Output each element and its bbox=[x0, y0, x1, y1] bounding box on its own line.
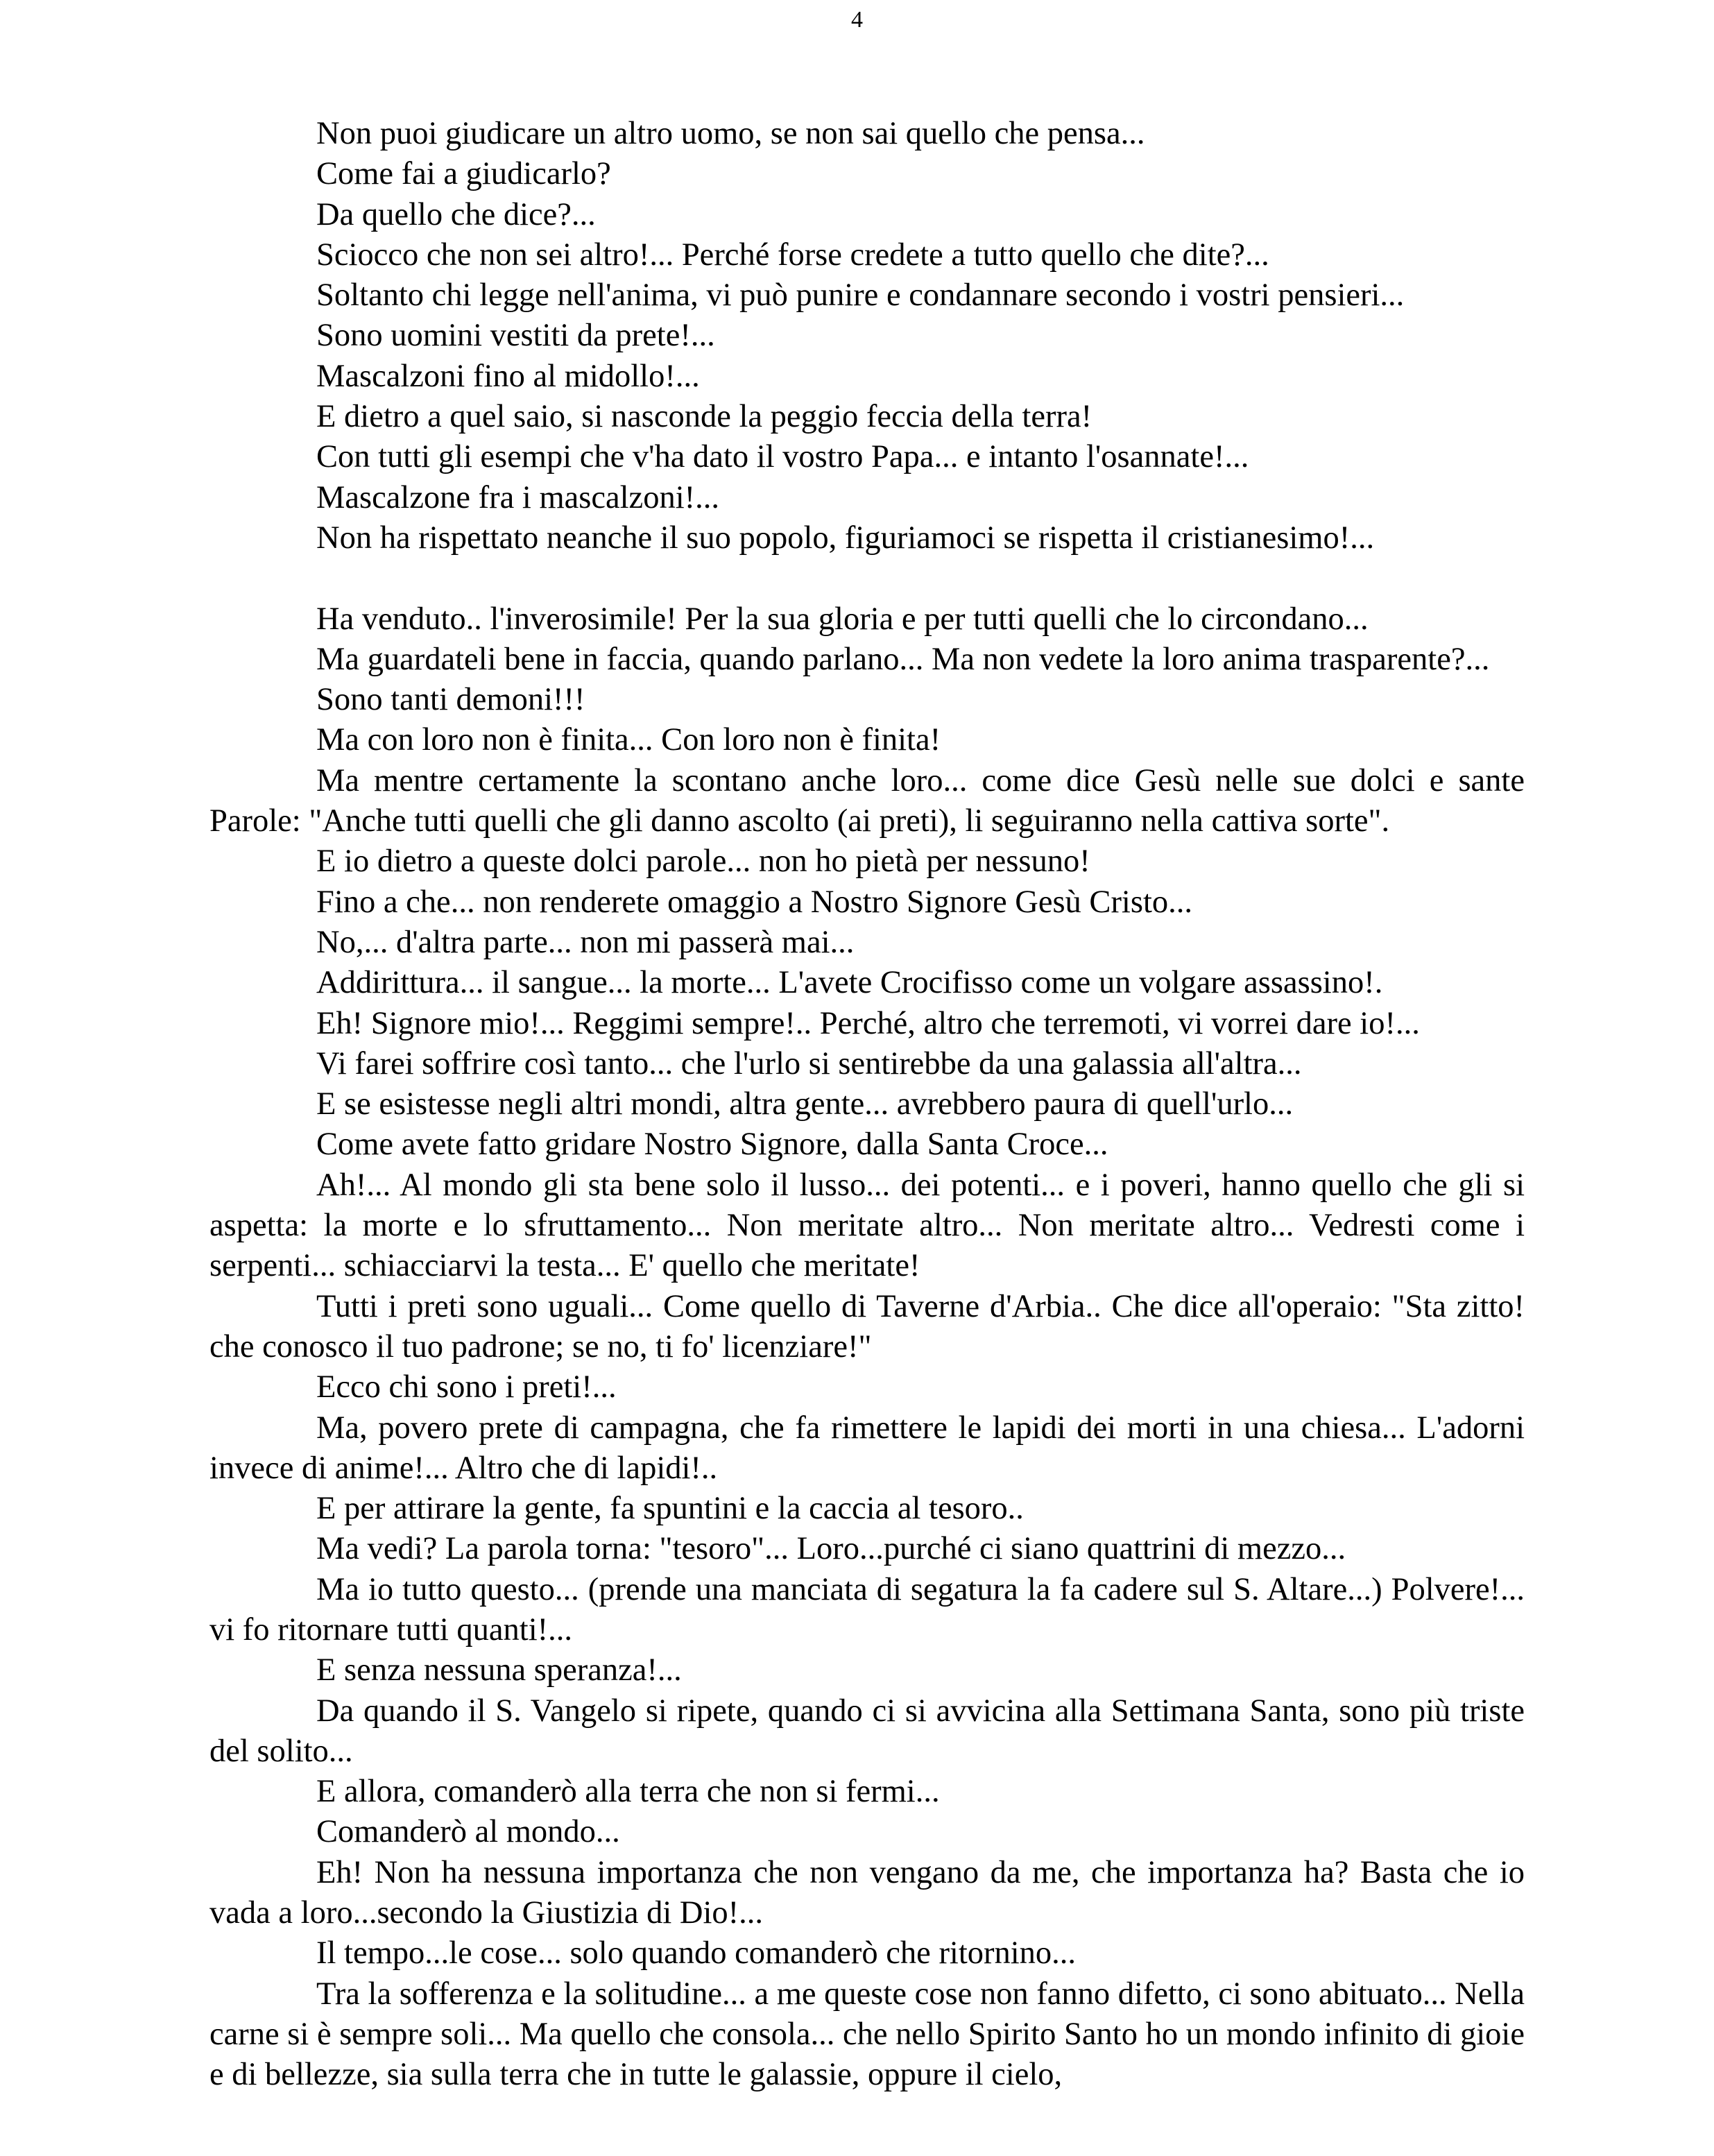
paragraph: Sono uomini vestiti da prete!... bbox=[316, 318, 715, 354]
paragraph: Mascalzone fra i mascalzoni!... bbox=[316, 479, 719, 515]
paragraph: Come fai a giudicarlo? bbox=[316, 156, 611, 192]
paragraph: E io dietro a queste dolci parole... non ho pietà per nessuno! bbox=[316, 844, 1090, 880]
paragraph: Da quando il S. Vangelo si ripete, quando ci si avvicina alla Settimana Santa, sono più triste del solito... bbox=[209, 1693, 1525, 1769]
paragraph: Ma guardateli bene in faccia, quando parlano... Ma non vedete la loro anima trasparente?... bbox=[316, 641, 1490, 677]
paragraph: Mascalzoni fino al midollo!... bbox=[316, 358, 700, 394]
paragraph: Vi farei soffrire così tanto... che l'urlo si sentirebbe da una galassia all'altra... bbox=[316, 1045, 1302, 1081]
paragraph: Non ha rispettato neanche il suo popolo, figuriamoci se rispetta il cristianesimo!... bbox=[316, 520, 1375, 556]
paragraph: Non puoi giudicare un altro uomo, se non sai quello che pensa... bbox=[316, 116, 1145, 151]
paragraph: Tutti i preti sono uguali... Come quello di Taverne d'Arbia.. Che dice all'operaio: "Sta zitto! che conosco il tuo padrone; se no, ti fo' licenziare!" bbox=[209, 1288, 1525, 1364]
paragraph: Tra la sofferenza e la solitudine... a me queste cose non fanno difetto, ci sono abituato... Nella carne si è sempre soli... Ma quello che consola... che nello Spirito Santo ho un mondo infinito di gioie e di bellezze, sia sulla terra che in tutte le galassie, oppure il cielo, bbox=[209, 1976, 1525, 2093]
paragraph: Ecco chi sono i preti!... bbox=[316, 1369, 617, 1405]
paragraph: No,... d'altra parte... non mi passerà mai... bbox=[316, 924, 855, 960]
paragraph: Ma, povero prete di campagna, che fa rimettere le lapidi dei morti in una chiesa... L'adorni invece di anime!... Altro che di lapidi!.. bbox=[209, 1410, 1525, 1486]
paragraph: E se esistesse negli altri mondi, altra gente... avrebbero paura di quell'urlo... bbox=[316, 1086, 1294, 1122]
paragraph: E dietro a quel saio, si nasconde la peggio feccia della terra! bbox=[316, 399, 1092, 435]
paragraph: Ha venduto.. l'inverosimile! Per la sua gloria e per tutti quelli che lo circondano... bbox=[316, 601, 1369, 637]
paragraph: Soltanto chi legge nell'anima, vi può punire e condannare secondo i vostri pensieri... bbox=[316, 277, 1405, 314]
paragraph: Sono tanti demoni!!! bbox=[316, 682, 585, 718]
paragraph: Sciocco che non sei altro!... Perché forse credete a tutto quello che dite?... bbox=[316, 237, 1269, 273]
paragraph: Il tempo...le cose... solo quando comanderò che ritornino... bbox=[316, 1935, 1077, 1971]
paragraph: Ma io tutto questo... (prende una manciata di segatura la fa cadere sul S. Altare...) Polvere!... vi fo ritornare tutti quanti!... bbox=[209, 1571, 1525, 1648]
paragraph: Da quello che dice?... bbox=[316, 196, 596, 232]
paragraph: Ma con loro non è finita... Con loro non è finita! bbox=[316, 722, 941, 758]
paragraph: Ma vedi? La parola torna: "tesoro"... Loro...purché ci siano quattrini di mezzo... bbox=[316, 1531, 1346, 1567]
paragraph: E allora, comanderò alla terra che non si fermi... bbox=[316, 1774, 940, 1810]
paragraph: Addirittura... il sangue... la morte... L'avete Crocifisso come un volgare assassino!. bbox=[316, 965, 1383, 1001]
paragraph: Fino a che... non renderete omaggio a Nostro Signore Gesù Cristo... bbox=[316, 884, 1192, 920]
paragraph: Ah!... Al mondo gli sta bene solo il lusso... dei potenti... e i poveri, hanno quello che gli si aspetta: la morte e lo sfruttamento... Non meritate altro... Non meritate altro... Vedresti come i serpenti... schiacciarvi la testa... E' quello che meritate! bbox=[209, 1167, 1525, 1284]
page-number: 4 bbox=[851, 7, 863, 33]
paragraph: Comanderò al mondo... bbox=[316, 1814, 620, 1850]
paragraph: Ma mentre certamente la scontano anche loro... come dice Gesù nelle sue dolci e sante Parole: "Anche tutti quelli che gli danno ascolto (ai preti), li seguiranno nella cattiva sorte". bbox=[209, 762, 1525, 839]
paragraph: Con tutti gli esempi che v'ha dato il vostro Papa... e intanto l'osannate!... bbox=[316, 439, 1249, 475]
paragraph: Eh! Non ha nessuna importanza che non vengano da me, che importanza ha? Basta che io vada a loro...secondo la Giustizia di Dio!... bbox=[209, 1854, 1525, 1931]
paragraph: E senza nessuna speranza!... bbox=[316, 1652, 682, 1688]
paragraph: Come avete fatto gridare Nostro Signore, dalla Santa Croce... bbox=[316, 1127, 1108, 1163]
paragraph: Eh! Signore mio!... Reggimi sempre!.. Perché, altro che terremoti, vi vorrei dare io!... bbox=[316, 1005, 1420, 1041]
paragraph: E per attirare la gente, fa spuntini e la caccia al tesoro.. bbox=[316, 1491, 1024, 1527]
document-body bbox=[209, 114, 1525, 2096]
